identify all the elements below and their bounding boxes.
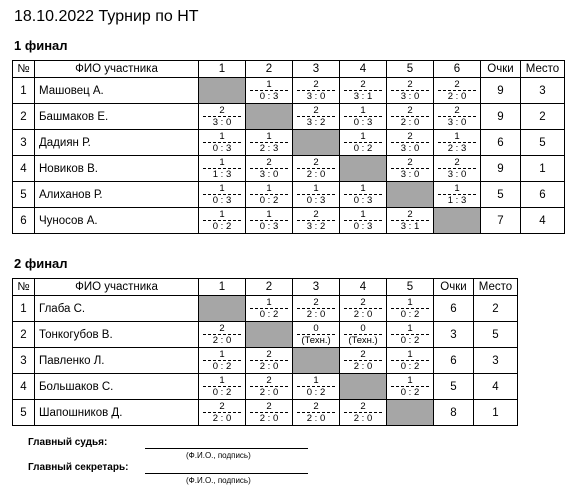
match-points: 1 <box>344 209 382 221</box>
match-result-cell <box>434 130 481 156</box>
chief-secretary-signature-line <box>145 473 308 474</box>
match-score: 2 : 0 <box>353 361 373 372</box>
final2-header-6: 5 <box>387 279 434 296</box>
participant-name: Тонкогубов В. <box>35 322 199 348</box>
match-points: 1 <box>391 349 429 361</box>
match-score: 2 : 0 <box>306 309 326 320</box>
participant-name: Машовец А. <box>35 78 199 104</box>
match-points: 2 <box>203 401 241 413</box>
points-total: 9 <box>481 104 521 130</box>
match-points: 0 <box>344 323 382 335</box>
match-result-cell <box>293 374 340 400</box>
final2-header-4: 3 <box>293 279 340 296</box>
match-points: 1 <box>203 349 241 361</box>
match-result-cell <box>434 182 481 208</box>
match-result-cell <box>434 78 481 104</box>
participant-name: Башмаков Е. <box>35 104 199 130</box>
match-result-cell <box>246 348 293 374</box>
match-points: 2 <box>297 157 335 169</box>
match-result-cell <box>293 78 340 104</box>
row-number: 3 <box>13 348 35 374</box>
match-points: 2 <box>250 401 288 413</box>
match-result-cell <box>246 400 293 426</box>
self-match-cell <box>293 348 340 374</box>
points-total: 7 <box>481 208 521 234</box>
match-score: 0 : 2 <box>400 361 420 372</box>
points-total: 6 <box>434 348 474 374</box>
match-points: 2 <box>391 131 429 143</box>
table-row <box>13 104 565 130</box>
match-points: 1 <box>203 375 241 387</box>
match-points: 2 <box>344 401 382 413</box>
match-score: 3 : 2 <box>306 117 326 128</box>
match-points: 2 <box>250 349 288 361</box>
match-result-cell <box>340 78 387 104</box>
match-result-cell <box>246 296 293 322</box>
chief-judge-hint: (Ф.И.О., подпись) <box>186 451 251 460</box>
match-result-cell <box>199 208 246 234</box>
match-score: 1 : 3 <box>447 195 467 206</box>
match-result-cell <box>387 322 434 348</box>
final1-header-0: № <box>13 61 35 78</box>
match-points: 2 <box>203 323 241 335</box>
final2-header-5: 4 <box>340 279 387 296</box>
match-result-cell <box>293 400 340 426</box>
table-row <box>13 182 565 208</box>
match-score: 0 : 3 <box>259 221 279 232</box>
match-result-cell <box>199 104 246 130</box>
place: 2 <box>521 104 565 130</box>
final2-header-8: Место <box>474 279 518 296</box>
table-row <box>13 296 518 322</box>
place: 2 <box>474 296 518 322</box>
match-points: 2 <box>391 105 429 117</box>
final1-header-9: Место <box>521 61 565 78</box>
participant-name: Шапошников Д. <box>35 400 199 426</box>
match-result-cell <box>387 156 434 182</box>
match-points: 2 <box>250 375 288 387</box>
place: 1 <box>474 400 518 426</box>
match-score: 1 : 3 <box>212 169 232 180</box>
participant-name: Глаба С. <box>35 296 199 322</box>
match-score: 3 : 0 <box>447 169 467 180</box>
match-result-cell <box>340 400 387 426</box>
final1-header-1: ФИО участника <box>35 61 199 78</box>
match-score: 0 : 2 <box>212 361 232 372</box>
self-match-cell <box>293 130 340 156</box>
table-row <box>13 208 565 234</box>
row-number: 5 <box>13 182 35 208</box>
table-row <box>13 156 565 182</box>
match-score: 2 : 0 <box>212 413 232 424</box>
match-result-cell <box>199 156 246 182</box>
match-score: 0 : 3 <box>259 91 279 102</box>
match-score: 3 : 0 <box>447 117 467 128</box>
final2-table <box>12 278 518 426</box>
place: 5 <box>474 322 518 348</box>
match-score: 3 : 0 <box>400 91 420 102</box>
final1-header-5: 4 <box>340 61 387 78</box>
match-points: 0 <box>297 323 335 335</box>
participant-name: Новиков В. <box>35 156 199 182</box>
table-row <box>13 78 565 104</box>
match-result-cell <box>199 130 246 156</box>
match-score: 2 : 0 <box>400 117 420 128</box>
self-match-cell <box>434 208 481 234</box>
match-points: 1 <box>203 157 241 169</box>
match-result-cell <box>387 208 434 234</box>
place: 4 <box>521 208 565 234</box>
row-number: 4 <box>13 156 35 182</box>
row-number: 2 <box>13 322 35 348</box>
match-points: 1 <box>391 323 429 335</box>
self-match-cell <box>199 78 246 104</box>
match-score: (Техн.) <box>301 335 331 346</box>
match-score: 2 : 0 <box>306 169 326 180</box>
self-match-cell <box>199 296 246 322</box>
match-result-cell <box>340 296 387 322</box>
points-total: 5 <box>481 182 521 208</box>
match-score: 3 : 0 <box>400 169 420 180</box>
page-title: 18.10.2022 Турнир по НТ <box>14 8 199 25</box>
final1-header-2: 1 <box>199 61 246 78</box>
match-points: 1 <box>250 209 288 221</box>
final2-header-1: ФИО участника <box>35 279 199 296</box>
match-points: 1 <box>250 79 288 91</box>
place: 5 <box>521 130 565 156</box>
match-result-cell <box>246 130 293 156</box>
points-total: 6 <box>481 130 521 156</box>
self-match-cell <box>387 400 434 426</box>
match-points: 2 <box>297 209 335 221</box>
match-score: 0 : 3 <box>353 117 373 128</box>
place: 3 <box>521 78 565 104</box>
match-points: 1 <box>297 183 335 195</box>
match-score: 0 : 3 <box>212 143 232 154</box>
chief-secretary-hint: (Ф.И.О., подпись) <box>186 476 251 485</box>
participant-name: Большаков С. <box>35 374 199 400</box>
points-total: 6 <box>434 296 474 322</box>
table-row <box>13 374 518 400</box>
match-result-cell <box>293 104 340 130</box>
match-points: 1 <box>250 131 288 143</box>
match-result-cell <box>340 130 387 156</box>
match-points: 1 <box>344 105 382 117</box>
match-points: 1 <box>438 131 476 143</box>
self-match-cell <box>246 104 293 130</box>
points-total: 9 <box>481 156 521 182</box>
match-score: 2 : 0 <box>259 387 279 398</box>
match-result-cell <box>199 374 246 400</box>
match-result-cell <box>199 400 246 426</box>
match-result-cell <box>387 348 434 374</box>
match-points: 1 <box>203 183 241 195</box>
self-match-cell <box>340 374 387 400</box>
match-score: 2 : 3 <box>447 143 467 154</box>
participant-name: Алиханов Р. <box>35 182 199 208</box>
match-result-cell <box>246 208 293 234</box>
points-total: 5 <box>434 374 474 400</box>
place: 6 <box>521 182 565 208</box>
match-points: 2 <box>391 79 429 91</box>
match-score: 0 : 3 <box>306 195 326 206</box>
match-score: 2 : 3 <box>259 143 279 154</box>
match-result-cell <box>199 322 246 348</box>
match-result-cell <box>246 156 293 182</box>
place: 4 <box>474 374 518 400</box>
row-number: 6 <box>13 208 35 234</box>
table-row <box>13 322 518 348</box>
final1-header-4: 3 <box>293 61 340 78</box>
match-result-cell <box>387 374 434 400</box>
match-points: 2 <box>297 401 335 413</box>
match-result-cell <box>293 322 340 348</box>
match-points: 2 <box>438 79 476 91</box>
row-number: 4 <box>13 374 35 400</box>
match-score: 3 : 0 <box>400 143 420 154</box>
match-points: 2 <box>203 105 241 117</box>
match-result-cell <box>340 208 387 234</box>
match-score: 2 : 0 <box>259 361 279 372</box>
participant-name: Павленко Л. <box>35 348 199 374</box>
table-row <box>13 130 565 156</box>
participant-name: Дадиян Р. <box>35 130 199 156</box>
match-score: 0 : 2 <box>400 335 420 346</box>
final2-heading: 2 финал <box>14 256 68 271</box>
self-match-cell <box>387 182 434 208</box>
final2-header-0: № <box>13 279 35 296</box>
participant-name: Чуносов А. <box>35 208 199 234</box>
points-total: 8 <box>434 400 474 426</box>
match-result-cell <box>246 182 293 208</box>
match-result-cell <box>340 104 387 130</box>
row-number: 1 <box>13 78 35 104</box>
final2-header-3: 2 <box>246 279 293 296</box>
match-result-cell <box>199 182 246 208</box>
match-score: 2 : 0 <box>353 309 373 320</box>
match-result-cell <box>246 374 293 400</box>
match-points: 1 <box>297 375 335 387</box>
match-points: 1 <box>203 131 241 143</box>
match-score: 0 : 2 <box>400 387 420 398</box>
points-total: 9 <box>481 78 521 104</box>
match-score: 0 : 3 <box>353 221 373 232</box>
match-points: 2 <box>297 79 335 91</box>
match-score: 0 : 2 <box>212 387 232 398</box>
match-result-cell <box>293 296 340 322</box>
match-result-cell <box>246 78 293 104</box>
match-score: 0 : 2 <box>400 309 420 320</box>
match-result-cell <box>199 348 246 374</box>
match-result-cell <box>340 182 387 208</box>
match-points: 1 <box>344 131 382 143</box>
match-score: 3 : 1 <box>353 91 373 102</box>
match-score: 2 : 0 <box>447 91 467 102</box>
final1-header-7: 6 <box>434 61 481 78</box>
chief-judge-signature-line <box>145 448 308 449</box>
match-result-cell <box>293 208 340 234</box>
row-number: 5 <box>13 400 35 426</box>
match-score: 0 : 2 <box>353 143 373 154</box>
match-result-cell <box>387 296 434 322</box>
match-score: 2 : 0 <box>353 413 373 424</box>
row-number: 3 <box>13 130 35 156</box>
match-result-cell <box>434 104 481 130</box>
match-points: 1 <box>391 375 429 387</box>
match-score: 2 : 0 <box>306 413 326 424</box>
match-score: (Техн.) <box>348 335 378 346</box>
match-score: 2 : 0 <box>259 413 279 424</box>
match-points: 2 <box>344 79 382 91</box>
match-points: 1 <box>250 297 288 309</box>
points-total: 3 <box>434 322 474 348</box>
match-score: 2 : 0 <box>212 335 232 346</box>
match-result-cell <box>293 156 340 182</box>
match-score: 0 : 2 <box>259 309 279 320</box>
match-result-cell <box>387 78 434 104</box>
match-score: 3 : 0 <box>212 117 232 128</box>
match-result-cell <box>340 348 387 374</box>
match-score: 0 : 3 <box>212 195 232 206</box>
chief-secretary-label: Главный секретарь: <box>28 462 129 473</box>
final1-heading: 1 финал <box>14 38 68 53</box>
row-number: 2 <box>13 104 35 130</box>
self-match-cell <box>340 156 387 182</box>
match-points: 2 <box>297 297 335 309</box>
match-score: 0 : 3 <box>353 195 373 206</box>
match-result-cell <box>293 182 340 208</box>
match-score: 3 : 0 <box>306 91 326 102</box>
match-points: 1 <box>250 183 288 195</box>
match-result-cell <box>387 130 434 156</box>
final2-header-7: Очки <box>434 279 474 296</box>
match-points: 2 <box>391 209 429 221</box>
match-result-cell <box>434 156 481 182</box>
match-points: 2 <box>250 157 288 169</box>
final1-header-8: Очки <box>481 61 521 78</box>
match-score: 0 : 2 <box>259 195 279 206</box>
match-score: 0 : 2 <box>306 387 326 398</box>
place: 3 <box>474 348 518 374</box>
self-match-cell <box>246 322 293 348</box>
match-points: 1 <box>438 183 476 195</box>
final1-header-6: 5 <box>387 61 434 78</box>
table-row <box>13 348 518 374</box>
match-points: 2 <box>344 349 382 361</box>
match-result-cell <box>387 104 434 130</box>
match-points: 1 <box>203 209 241 221</box>
chief-judge-label: Главный судья: <box>28 437 108 448</box>
match-score: 3 : 1 <box>400 221 420 232</box>
match-points: 2 <box>438 157 476 169</box>
match-score: 3 : 0 <box>259 169 279 180</box>
match-points: 2 <box>344 297 382 309</box>
final1-table <box>12 60 565 234</box>
match-score: 0 : 2 <box>212 221 232 232</box>
match-points: 1 <box>344 183 382 195</box>
match-points: 2 <box>297 105 335 117</box>
match-points: 2 <box>438 105 476 117</box>
final2-header-2: 1 <box>199 279 246 296</box>
table-row <box>13 400 518 426</box>
match-score: 3 : 2 <box>306 221 326 232</box>
final1-header-3: 2 <box>246 61 293 78</box>
row-number: 1 <box>13 296 35 322</box>
match-points: 2 <box>391 157 429 169</box>
match-points: 1 <box>391 297 429 309</box>
match-result-cell <box>340 322 387 348</box>
place: 1 <box>521 156 565 182</box>
